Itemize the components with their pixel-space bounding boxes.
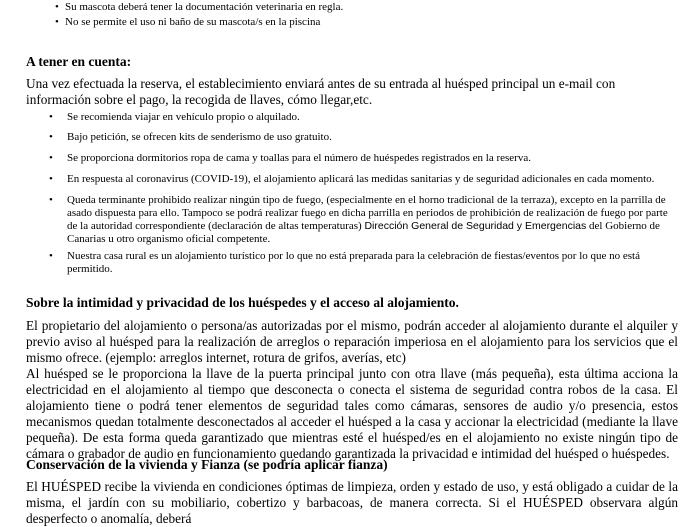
paragraph-reserva-info: Una vez efectuada la reserva, el establecimiento enviará antes de su entrada al huésped principal un e-mail con información sobre el pago, la recogida de llaves, cómo llegar,etc.: [26, 76, 616, 107]
paragraph-acceso-propietario: El propietario del alojamiento o persona/as autorizadas por el mismo, podrán acceder al alojamiento durante el alquiler y previo aviso al huésped para la realización de arreglos o reparación imperiosa en el alojamiento para los servicios que el mismo ofrece. (ejemplo: arreglos internet, rotura de grifos, averías, etc): [26, 318, 678, 365]
fire-rule-authority: Dirección General de Seguridad y Emergencias: [364, 220, 587, 232]
document-page: • Su mascota deberá tener la documentación veterinaria en regla. • No se permite el uso ni baño de su mascota/s en la piscina A tener en cuenta: Una vez efectuada la reserva, el establecimiento enviará antes de su entrada al huésped principal un e-mail con información sobre el pago, la recogida de llaves, cómo llegar,etc. • Se recomienda viajar en vehículo propio o alquilado. • Bajo petición, se ofrecen kits de senderismo de uso gratuito. • Se proporciona dormitorios ropa de cama y toallas para el número de huéspedes registrados en la reserva. • En respuesta al coronavirus (COVID-19), el alojamiento aplicará las medidas sanitarias y de seguridad adicionales en cada momento. • Queda terminante prohibido realizar ningún tipo de fuego, (especialmente en el horno tradicional de la terraza), excepto en la parrilla de asado dispuesta para ello. Tampoco se podrá realizar fuego en dicha parrilla en periodos de prohibición de realización de fuego por parte de la autoridad correspondiente (declaración de altas temperaturas) Dirección General de Seguridad y Emergencias del Gobierno de Canarias u otro organismo oficial competente. • Nuestra casa rural es un alojamiento turístico por lo que no está preparada para la celebración de fiestas/eventos por lo que no está permitido. Sobre la intimidad y privacidad de los huéspedes y el acceso al alojamiento. El propietario del alojamiento o persona/as autorizadas por el mismo, podrán acceder al alojamiento durante el alquiler y previo aviso al huésped para la realización de arreglos o reparación imperiosa en el alojamiento para los servicios que el mismo ofrece. (ejemplo: arreglos internet, rotura de grifos, averías, etc) Al huésped se le proporciona la llave de la puerta principal junto con otra llave (más pequeña), esta última acciona la electricidad en el alojamiento al tiempo que desconecta o conecta el sistema de seguridad contra robos de la casa. El alojamiento tiene o podrá tener elementos de seguridad tales como cámaras, sensores de audio y/o presencia, estos mecanismos quedan totalmente desconectados al acceder el huésped a la casa y accionar la electricidad (mediante la llave pequeña). De esta forma queda garantizado que mientras esté el huésped/es en el alojamiento no existe ningún tipo de cámara o grabador de audio en funcionamiento quedando garantizada la privacidad e intimidad del huésped o huéspedes. Conservación de la vivienda y Fianza (se podría aplicar fianza) El HUÉSPED recibe la vivienda en condiciones óptimas de limpieza, orden y estado de uso, y está obligado a cuidar de la misma, el jardín con su mobiliario, cobertizo y barbacoas, de manera correcta. Si el HUÉSPED observara algún desperfecto o anomalía, deberá: [0, 0, 700, 500]
paragraph-llave-seguridad: Al huésped se le proporciona la llave de la puerta principal junto con otra llave (más pequeña), esta última acciona la electricidad en el alojamiento al tiempo que desconecta o conecta el sistema de seguridad contra robos de la casa. El alojamiento tiene o podrá tener elementos de seguridad tales como cámaras, sensores de audio y/o presencia, estos mecanismos quedan totalmente desconectados al acceder el huésped a la casa y accionar la electricidad (mediante la llave pequeña). De esta forma queda garantizado que mientras esté el huésped/es en el alojamiento no existe ningún tipo de cámara o grabador de audio en funcionamiento quedando garantizada la privacidad e intimidad del huésped o huéspedes.: [26, 366, 678, 461]
list-item: • Su mascota deberá tener la documentación veterinaria en regla.: [55, 0, 343, 15]
pet-rules-list: [55, 0, 343, 30]
section-heading-tener-en-cuenta: A tener en cuenta:: [26, 54, 132, 69]
list-item: • No se permite el uso ni baño de su mascota/s en la piscina: [55, 15, 343, 30]
section-heading-conservacion: Conservación de la vivienda y Fianza (se podría aplicar fianza): [26, 457, 388, 472]
fire-rule-text-end: del Gobierno de Canarias u otro organismo oficial competente.: [67, 220, 660, 245]
paragraph-conservacion: El HUÉSPED recibe la vivienda en condiciones óptimas de limpieza, orden y estado de uso, y está obligado a cuidar de la misma, el jardín con su mobiliario, cobertizo y barbacoas, de manera correcta. Si el HUÉSPED observara algún desperfecto o anomalía, deberá: [26, 479, 678, 526]
section-heading-intimidad: Sobre la intimidad y privacidad de los huéspedes y el acceso al alojamiento.: [26, 295, 459, 310]
fire-rule-text: Queda terminante prohibido realizar ningún tipo de fuego, (especialmente en el horno tradicional de la terraza), excepto en la parrilla de asado dispuesta para ello. Tampoco se podrá realizar fuego en dicha parrilla en periodos de prohibición de realización de fuego por parte de la autoridad correspondiente (declaración de altas temperaturas): [67, 194, 668, 232]
